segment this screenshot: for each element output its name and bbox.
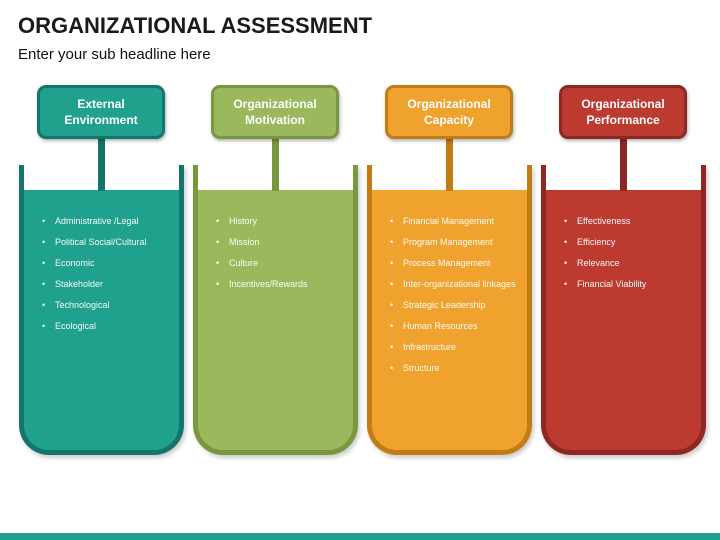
list-item: • Process Management: [390, 257, 521, 270]
list-item: • Administrative /Legal: [42, 215, 173, 228]
list-item: • Technological: [42, 299, 173, 312]
column-panel: [367, 165, 532, 455]
list-item: • Efficiency: [564, 236, 695, 249]
list-item: • Culture: [216, 257, 347, 270]
column-panel: [541, 165, 706, 455]
list-item: • Political Social/Cultural: [42, 236, 173, 249]
list-item: • Strategic Leadership: [390, 299, 521, 312]
column-header-label: External Environment: [64, 97, 138, 127]
connector-line: [446, 139, 453, 191]
list-item: • Inter-organizational linkages: [390, 278, 521, 291]
list-item: • Financial Management: [390, 215, 521, 228]
list-item: • Financial Viability: [564, 278, 695, 291]
footer-accent-bar: [0, 533, 720, 540]
column-header-box: [37, 85, 165, 139]
column-organizational-performance: [541, 85, 706, 455]
list-item: • Effectiveness: [564, 215, 695, 228]
list-item: • Ecological: [42, 320, 173, 333]
connector-line: [98, 139, 105, 191]
column-organizational-motivation: [193, 85, 358, 455]
page-title: ORGANIZATIONAL ASSESSMENT: [18, 13, 373, 38]
list-item: • Economic: [42, 257, 173, 270]
column-header-label: Organizational Performance: [581, 97, 665, 127]
column-header-box: [211, 85, 339, 139]
list-item: • Relevance: [564, 257, 695, 270]
list-item: • Infrastructure: [390, 341, 521, 354]
list-item: • Incentives/Rewards: [216, 278, 347, 291]
column-header-label: Organizational Capacity: [407, 97, 491, 127]
page-subtitle: Enter your sub headline here: [18, 46, 211, 63]
column-external-environment: [19, 85, 184, 455]
list-item: • Mission: [216, 236, 347, 249]
columns: [19, 85, 706, 455]
connector-line: [620, 139, 627, 191]
list-item: • History: [216, 215, 347, 228]
column-panel: [19, 165, 184, 455]
list-item: • Human Resources: [390, 320, 521, 333]
connector-line: [272, 139, 279, 191]
column-header-box: [385, 85, 513, 139]
column-organizational-capacity: [367, 85, 532, 455]
list-item: • Structure: [390, 362, 521, 375]
column-header-box: [559, 85, 687, 139]
list-item: • Stakeholder: [42, 278, 173, 291]
column-panel: [193, 165, 358, 455]
list-item: • Program Management: [390, 236, 521, 249]
column-list: [372, 165, 527, 375]
column-header-label: Organizational Motivation: [233, 97, 317, 127]
